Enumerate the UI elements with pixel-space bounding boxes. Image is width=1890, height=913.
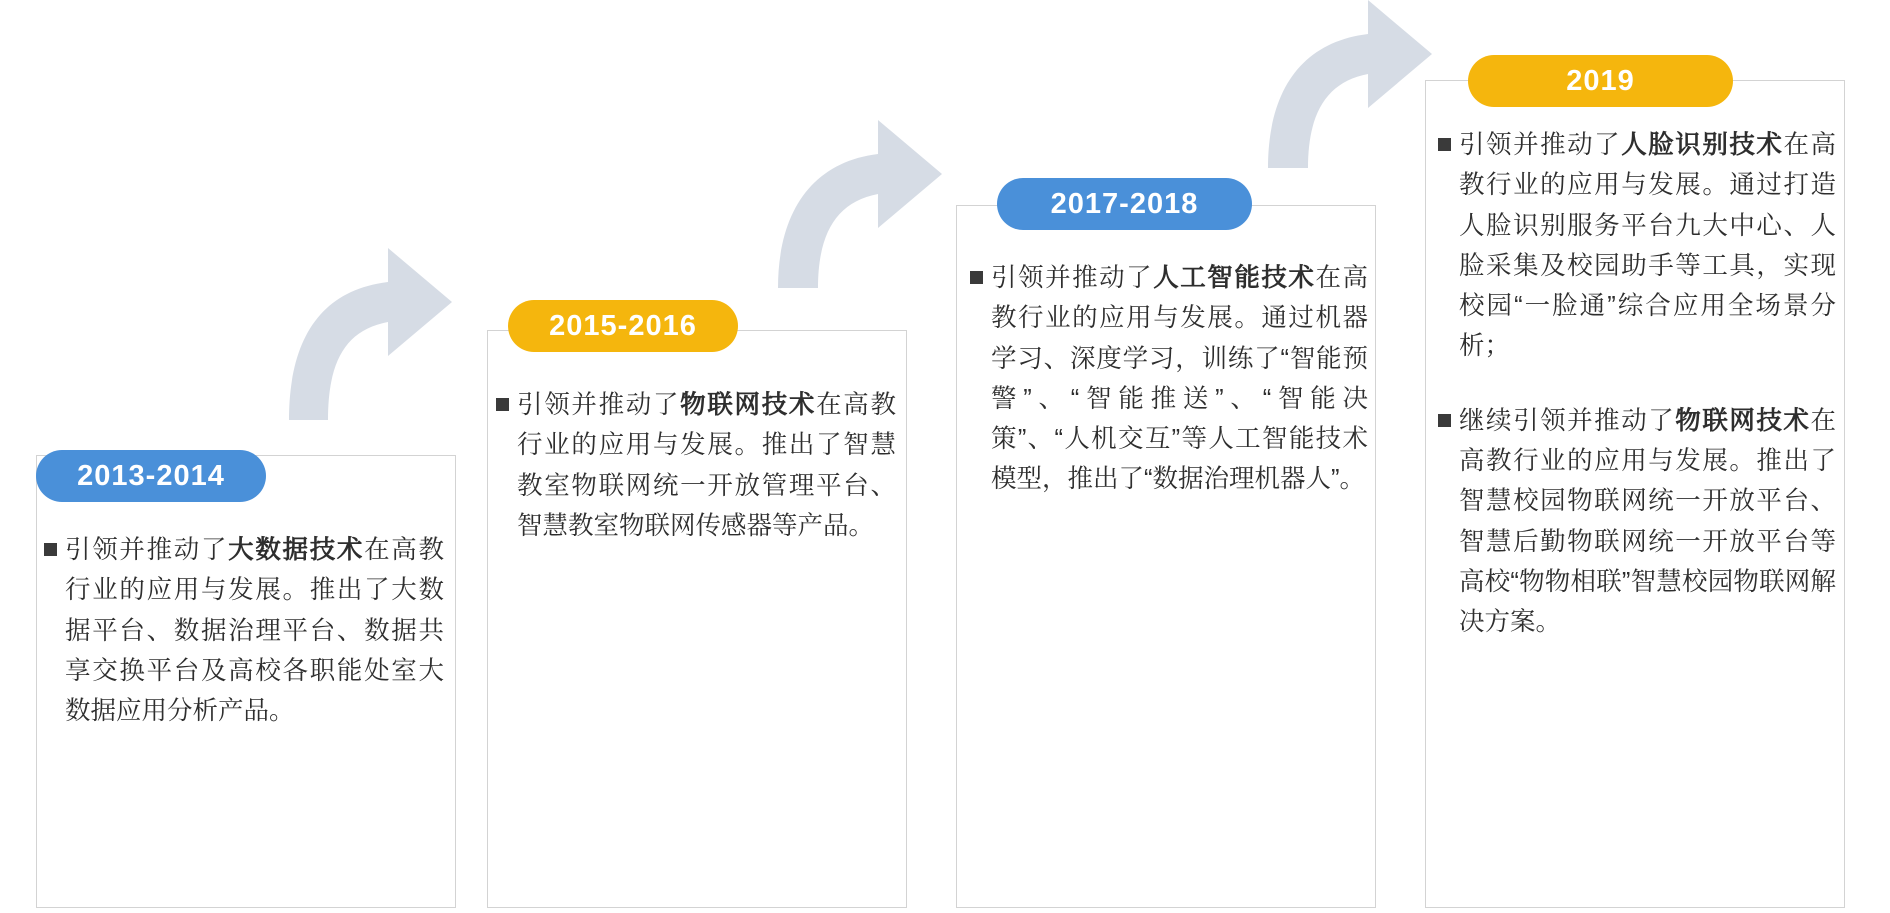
bullet-square-icon [970,271,983,284]
stage-label-2013-2014[interactable]: 2013-2014 [36,450,266,502]
arrow-2-icon [778,120,942,288]
stage-body-2015-2016 [496,385,896,546]
stage-label-2019[interactable]: 2019 [1468,55,1733,107]
bullet-text: 引领并推动了物联网技术在高教行业的应用与发展。推出了智慧教室物联网统一开放管理平台、智慧教室物联网传感器等产品。 [517,391,896,540]
stage-body-2013-2014 [44,530,444,731]
bullet-square-icon [1438,138,1451,151]
list-item [496,385,896,546]
stage-label-2015-2016[interactable]: 2015-2016 [508,300,738,352]
bullet-text: 继续引领并推动了物联网技术在高教行业的应用与发展。推出了智慧校园物联网统一开放平台、智慧后勤物联网统一开放平台等高校“物物相联”智慧校园物联网解决方案。 [1459,406,1836,637]
list-item [1438,125,1836,367]
bullet-text: 引领并推动了人脸识别技术在高教行业的应用与发展。通过打造人脸识别服务平台九大中心、人脸采集及校园助手等工具，实现校园“一脸通”综合应用全场景分析； [1459,131,1836,361]
bullet-text: 引领并推动了人工智能技术在高教行业的应用与发展。通过机器学习、深度学习，训练了“智能预警”、“智能推送”、“智能决策”、“人机交互”等人工智能技术模型，推出了“数据治理机器人”。 [991,264,1368,494]
list-item [1438,401,1836,643]
list-item [970,258,1368,500]
stage-label-2017-2018[interactable]: 2017-2018 [997,178,1252,230]
stage-body-2017-2018 [970,258,1368,500]
arrow-1-icon [289,248,452,420]
bullet-text: 引领并推动了大数据技术在高教行业的应用与发展。推出了大数据平台、数据治理平台、数据共享交换平台及高校各职能处室大数据应用分析产品。 [65,536,444,726]
bullet-square-icon [1438,414,1451,427]
bullet-square-icon [496,398,509,411]
list-item [44,530,444,731]
stage-body-2019 [1438,125,1836,642]
arrow-3-icon [1268,0,1432,168]
bullet-square-icon [44,543,57,556]
